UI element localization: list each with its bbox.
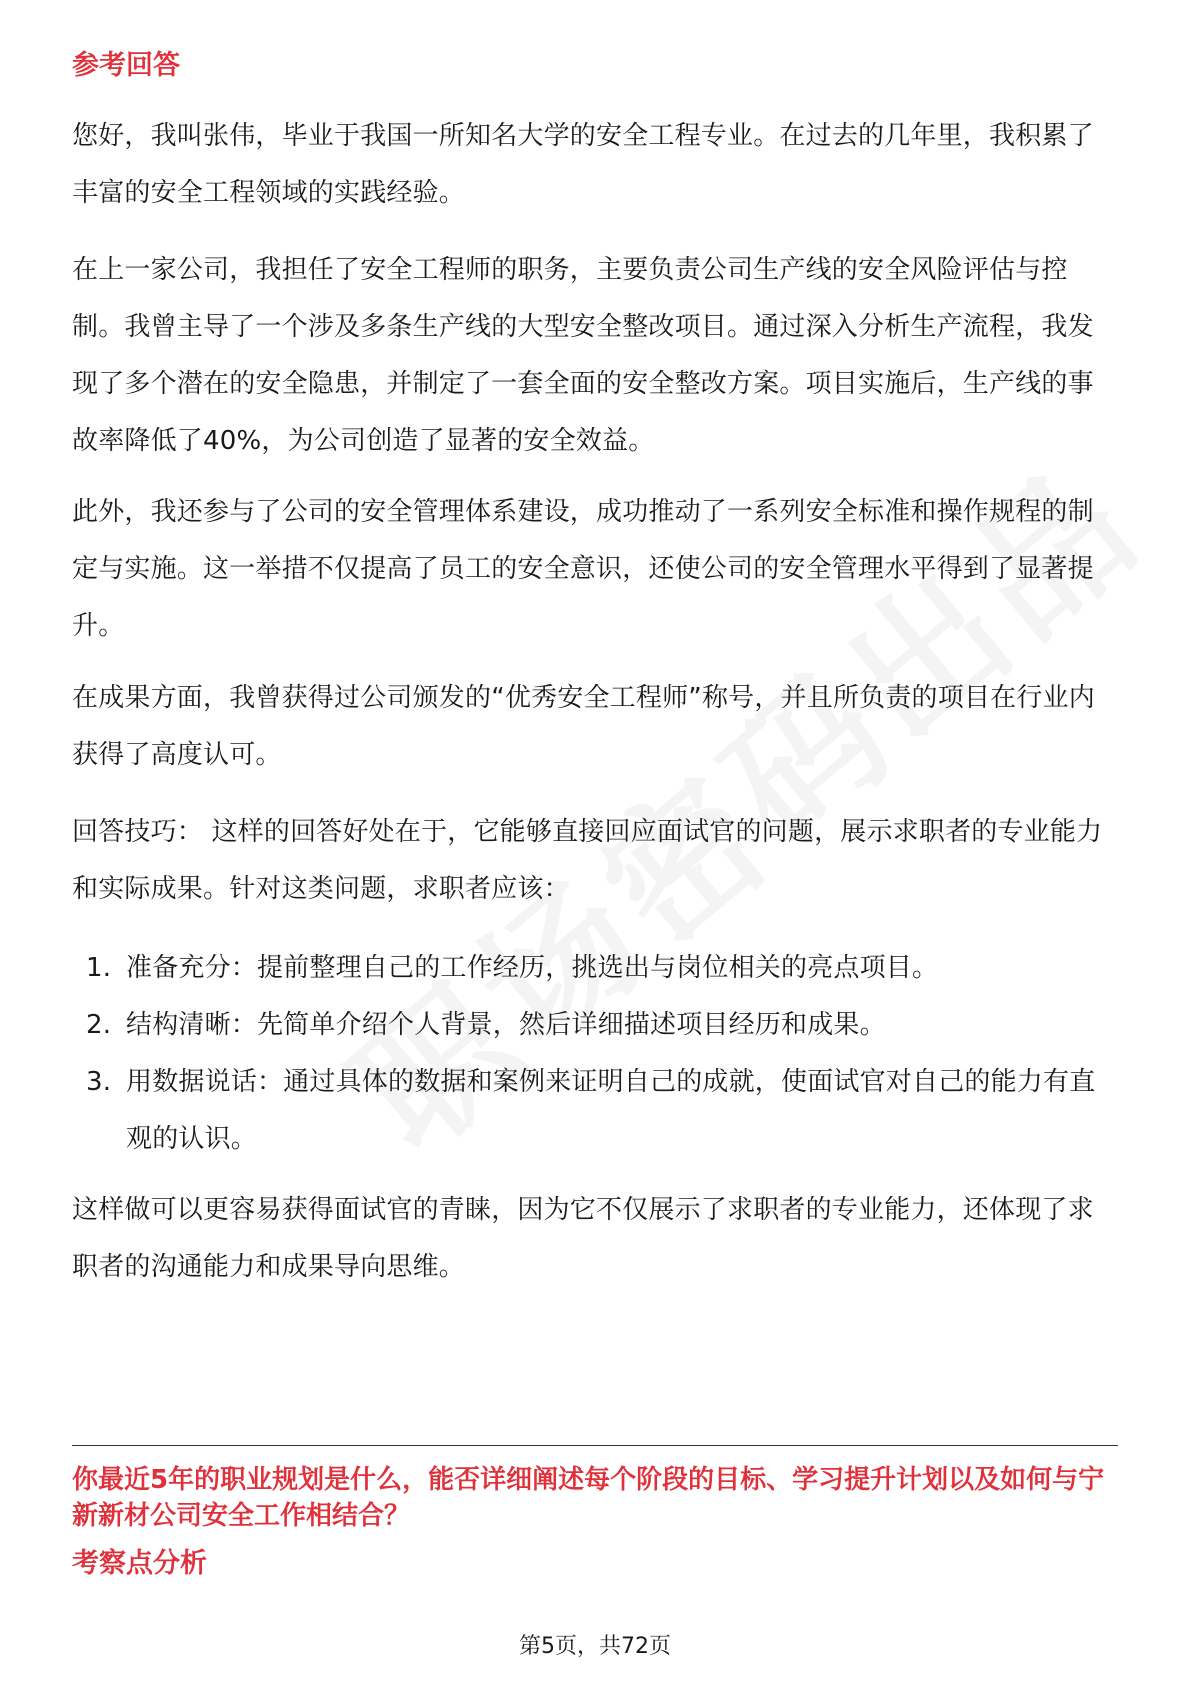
paragraph-closing: 这样做可以更容易获得面试官的青睐，因为它不仅展示了求职者的专业能力，还体现了求职者的沟通能力和成果导向思维。	[72, 1195, 1094, 1282]
list-item-text: 结构清晰：先简单介绍个人背景，然后详细描述项目经历和成果。	[126, 1010, 886, 1040]
list-item-number: 2.	[86, 1010, 112, 1040]
list-item	[72, 1054, 1118, 1168]
paragraph-achievements: 在成果方面，我曾获得过公司颁发的“优秀安全工程师”称号，并且所负责的项目在行业内获得了高度认可。	[72, 683, 1095, 770]
paragraph-tips-intro: 回答技巧： 这样的回答好处在于，它能够直接回应面试官的问题，展示求职者的专业能力和实际成果。针对这类问题，求职者应该：	[72, 817, 1103, 904]
analysis-heading: 考察点分析	[72, 1548, 207, 1579]
paragraph-intro: 您好，我叫张伟，毕业于我国一所知名大学的安全工程专业。在过去的几年里，我积累了丰富的安全工程领域的实践经验。	[72, 121, 1094, 208]
list-item	[72, 940, 1118, 997]
page-footer: 第5页，共72页	[519, 1634, 671, 1659]
paragraph-management: 此外，我还参与了公司的安全管理体系建设，成功推动了一系列安全标准和操作规程的制定与实施。这一举措不仅提高了员工的安全意识，还使公司的安全管理水平得到了显著提升。	[72, 497, 1094, 641]
tips-list	[72, 940, 1118, 1168]
answer-heading: 参考回答	[72, 50, 180, 81]
list-item-text: 用数据说话：通过具体的数据和案例来证明自己的成就，使面试官对自己的能力有直观的认识。	[126, 1067, 1096, 1154]
document-page	[72, 0, 1118, 1684]
paragraph-experience: 在上一家公司，我担任了安全工程师的职务，主要负责公司生产线的安全风险评估与控制。我曾主导了一个涉及多条生产线的大型安全整改项目。通过深入分析生产流程，我发现了多个潜在的安全隐患，并制定了一套全面的安全整改方案。项目实施后，生产线的事故率降低了40%，为公司创造了显著的安全效益。	[72, 255, 1094, 456]
list-item-text: 准备充分：提前整理自己的工作经历，挑选出与岗位相关的亮点项目。	[126, 953, 939, 983]
list-item	[72, 997, 1118, 1054]
list-item-number: 1.	[86, 953, 112, 983]
section-divider	[72, 1445, 1118, 1446]
list-item-number: 3.	[86, 1067, 112, 1097]
next-question: 你最近5年的职业规划是什么，能否详细阐述每个阶段的目标、学习提升计划以及如何与宁新新材公司安全工作相结合？	[72, 1465, 1105, 1531]
